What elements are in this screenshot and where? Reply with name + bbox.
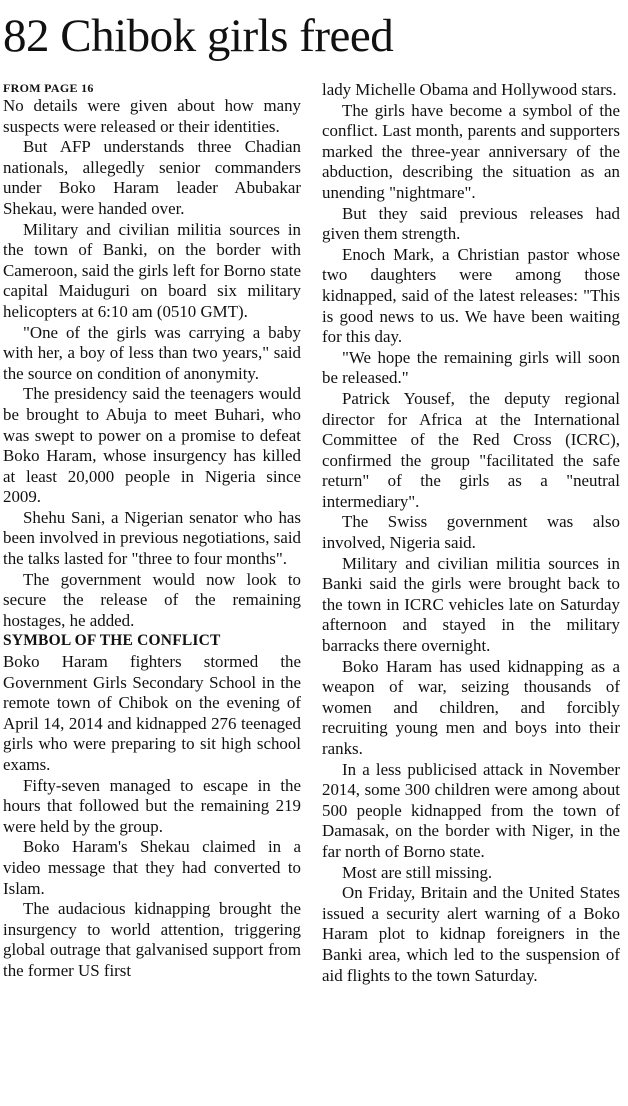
paragraph: Enoch Mark, a Christian pastor whose two daughters were among those kidnapped, said of the latest releases: "This is good news to us. We have been waiting for this day. xyxy=(322,244,620,347)
paragraph: The audacious kidnapping brought the insurgency to world attention, triggering global outrage that galvanised support from the former US first xyxy=(3,899,301,980)
paragraph: No details were given about how many suspects were released or their identities. xyxy=(3,96,301,136)
paragraph: The government would now look to secure the release of the remaining hostages, he added. xyxy=(3,569,301,630)
paragraph: But they said previous releases had given them strength. xyxy=(322,203,620,244)
paragraph: Boko Haram fighters stormed the Government Girls Secondary School in the remote town of Chibok on the evening of April 14, 2014 and kidnapped 276 teenaged girls who were preparing to sit high school exams. xyxy=(3,652,301,774)
paragraph: The presidency said the teenagers would be brought to Abuja to meet Buhari, who was swept to power on a promise to defeat Boko Haram, whose insurgency has killed at least 20,000 people in Nigeria since 2009. xyxy=(3,384,301,507)
paragraph: The girls have become a symbol of the conflict. Last month, parents and supporters marked the three-year anniversary of the abduction, describing the situation as an unending "nightmare". xyxy=(322,100,620,202)
paragraph: "One of the girls was carrying a baby with her, a boy of less than two years," said the source on condition of anonymity. xyxy=(3,322,301,383)
jump-line: FROM PAGE 16 xyxy=(3,81,94,95)
paragraph: Military and civilian militia sources in Banki said the girls were brought back to the town in ICRC vehicles late on Saturday afternoon and stayed in the military barracks there overnight. xyxy=(322,553,620,656)
paragraph: Shehu Sani, a Nigerian senator who has been involved in previous negotiations, said the talks lasted for "three to four months". xyxy=(3,507,301,569)
paragraph: On Friday, Britain and the United States issued a security alert warning of a Boko Haram plot to kidnap foreigners in the Banki area, which led to the suspension of aid flights to the town Saturday. xyxy=(322,883,620,985)
paragraph: "We hope the remaining girls will soon be released." xyxy=(322,347,620,388)
right-column xyxy=(322,80,620,1100)
paragraph: Patrick Yousef, the deputy regional director for Africa at the International Committee of the Red Cross (ICRC), confirmed the group "facilitated the safe return" of the girls as a "neutral intermediary". xyxy=(322,388,620,511)
paragraph: Military and civilian militia sources in the town of Banki, on the border with Cameroon, said the girls left for Borno state capital Maiduguri on board six military helicopters at 6:10 am (0510 GMT). xyxy=(3,219,301,321)
paragraph: But AFP understands three Chadian nationals, allegedly senior commanders under Boko Haram leader Abubakar Shekau, were handed over. xyxy=(3,137,301,218)
paragraph: lady Michelle Obama and Hollywood stars. xyxy=(322,80,617,99)
subhead: SYMBOL OF THE CONFLICT xyxy=(3,632,221,650)
paragraph: In a less publicised attack in November 2014, some 300 children were among about 500 people kidnapped from the town of Damasak, on the border with Niger, in the far north of Borno state. xyxy=(322,759,620,861)
paragraph: Boko Haram has used kidnapping as a weapon of war, seizing thousands of women and children, and forcibly recruiting young men and boys into their ranks. xyxy=(322,656,620,758)
headline: 82 Chibok girls freed xyxy=(3,10,394,62)
paragraph: Fifty-seven managed to escape in the hours that followed but the remaining 219 were held by the group. xyxy=(3,775,301,836)
paragraph: Most are still missing. xyxy=(342,862,493,882)
left-column xyxy=(3,80,301,1100)
paragraph: Boko Haram's Shekau claimed in a video message that they had converted to Islam. xyxy=(3,837,301,898)
paragraph: The Swiss government was also involved, Nigeria said. xyxy=(322,512,620,553)
